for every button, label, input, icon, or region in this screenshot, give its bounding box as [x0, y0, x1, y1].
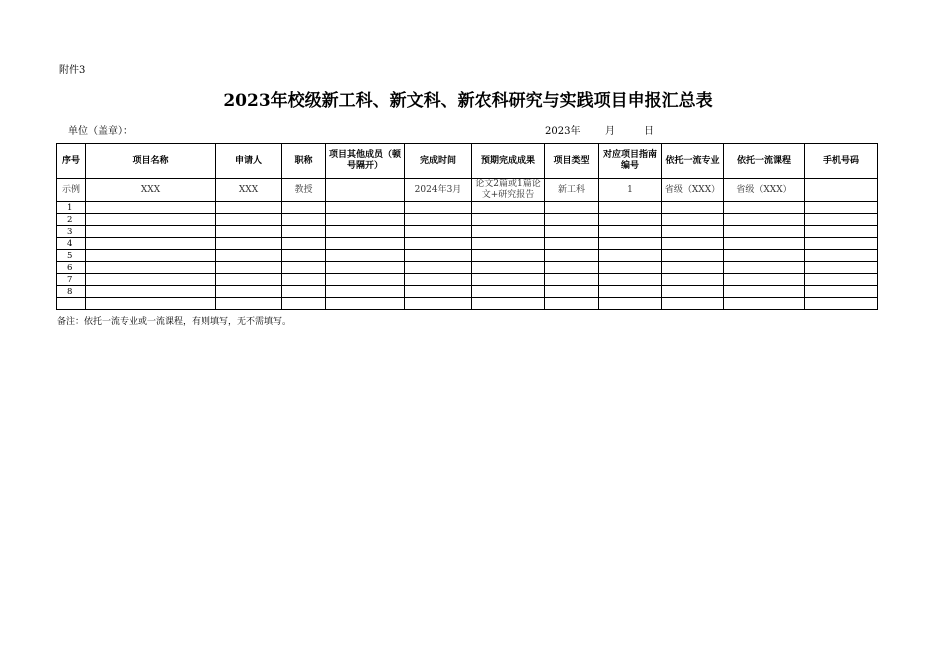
table-cell	[724, 298, 805, 310]
table-cell	[282, 214, 326, 226]
table-cell	[282, 298, 326, 310]
table-row	[57, 286, 878, 298]
table-cell	[724, 250, 805, 262]
table-cell	[599, 274, 662, 286]
table-cell	[662, 202, 724, 214]
header-cell: 职称	[282, 144, 326, 179]
header-cell: 完成时间	[405, 144, 472, 179]
header-cell: 依托一流课程	[724, 144, 805, 179]
table-cell	[216, 226, 282, 238]
table-cell	[472, 214, 545, 226]
table-cell	[805, 274, 878, 286]
table-cell	[724, 214, 805, 226]
table-cell	[472, 202, 545, 214]
date-day: 日	[644, 126, 654, 137]
table-cell	[326, 202, 405, 214]
header-cell: 手机号码	[805, 144, 878, 179]
table-cell: 论文2篇或1篇论文+研究报告	[472, 179, 545, 202]
table-cell	[545, 226, 599, 238]
table-cell	[545, 202, 599, 214]
row-number-cell	[57, 298, 86, 310]
table-cell	[216, 214, 282, 226]
table-cell	[472, 226, 545, 238]
header-row	[57, 144, 878, 179]
table-cell: XXX	[86, 179, 216, 202]
table-cell	[326, 274, 405, 286]
unit-seal-label: 单位（盖章）：	[68, 126, 133, 137]
table-row	[57, 250, 878, 262]
table-cell	[405, 238, 472, 250]
table-cell: XXX	[216, 179, 282, 202]
table-cell	[662, 238, 724, 250]
table-cell: 新工科	[545, 179, 599, 202]
table-cell	[662, 214, 724, 226]
table-cell	[805, 202, 878, 214]
table-cell	[326, 214, 405, 226]
table-cell	[326, 298, 405, 310]
table-cell	[599, 262, 662, 274]
table-row	[57, 226, 878, 238]
table-cell	[405, 214, 472, 226]
table-cell	[599, 214, 662, 226]
table-cell	[326, 262, 405, 274]
table-cell	[86, 274, 216, 286]
table-cell	[545, 286, 599, 298]
table-cell	[216, 262, 282, 274]
table-cell	[86, 202, 216, 214]
table-cell	[216, 250, 282, 262]
page-title: 2023年校级新工科、新文科、新农科研究与实践项目申报汇总表	[223, 91, 713, 111]
table-cell	[805, 262, 878, 274]
header-cell: 预期完成成果	[472, 144, 545, 179]
table-cell	[724, 286, 805, 298]
table-cell	[545, 214, 599, 226]
table-cell	[805, 298, 878, 310]
table-cell	[326, 179, 405, 202]
table-cell	[326, 238, 405, 250]
table-cell	[662, 262, 724, 274]
header-cell: 项目其他成员（顿号隔开）	[326, 144, 405, 179]
table-cell	[216, 238, 282, 250]
header-cell: 项目类型	[545, 144, 599, 179]
table-cell	[326, 250, 405, 262]
table-cell	[326, 286, 405, 298]
table-cell	[86, 226, 216, 238]
table-cell	[472, 286, 545, 298]
table-cell	[805, 250, 878, 262]
table-cell	[405, 298, 472, 310]
table-cell	[405, 226, 472, 238]
table-cell	[724, 202, 805, 214]
table-cell	[405, 274, 472, 286]
table-cell	[599, 238, 662, 250]
table-cell	[472, 274, 545, 286]
table-cell	[472, 238, 545, 250]
table-row	[57, 274, 878, 286]
annex-label: 附件3	[59, 65, 86, 76]
table-cell	[282, 262, 326, 274]
table-cell	[545, 298, 599, 310]
row-number-cell: 3	[57, 226, 86, 238]
table-cell	[405, 286, 472, 298]
table-cell	[216, 202, 282, 214]
table-cell	[472, 262, 545, 274]
table-cell	[282, 238, 326, 250]
table-row	[57, 214, 878, 226]
table-cell: 省级（XXX）	[724, 179, 805, 202]
table-cell	[545, 262, 599, 274]
table-cell	[805, 226, 878, 238]
table-cell	[282, 286, 326, 298]
table-cell	[724, 238, 805, 250]
table-cell: 示例	[57, 179, 86, 202]
table-cell	[724, 274, 805, 286]
row-number-cell: 1	[57, 202, 86, 214]
header-cell: 对应项目指南编号	[599, 144, 662, 179]
table-cell	[216, 274, 282, 286]
table-cell	[805, 214, 878, 226]
table-row	[57, 262, 878, 274]
row-number-cell: 6	[57, 262, 86, 274]
header-cell: 项目名称	[86, 144, 216, 179]
table-cell	[662, 298, 724, 310]
table-cell: 1	[599, 179, 662, 202]
table-cell	[472, 298, 545, 310]
row-number-cell: 7	[57, 274, 86, 286]
table-cell: 教授	[282, 179, 326, 202]
row-number-cell: 2	[57, 214, 86, 226]
table-cell	[282, 226, 326, 238]
table-cell	[662, 226, 724, 238]
table-cell	[86, 298, 216, 310]
table-cell	[599, 226, 662, 238]
table-cell	[805, 238, 878, 250]
table-cell	[599, 298, 662, 310]
table-cell	[405, 250, 472, 262]
table-cell	[326, 226, 405, 238]
date-month: 月	[605, 126, 615, 137]
header-cell: 序号	[57, 144, 86, 179]
footnote: 备注：依托一流专业或一流课程，有则填写，无不需填写。	[57, 317, 292, 327]
date-year: 2023年	[545, 126, 581, 137]
table-cell	[86, 262, 216, 274]
table-cell: 省级（XXX）	[662, 179, 724, 202]
row-number-cell: 4	[57, 238, 86, 250]
table-row	[57, 202, 878, 214]
table-cell	[545, 274, 599, 286]
table-cell	[545, 250, 599, 262]
table-cell	[282, 250, 326, 262]
table-cell	[805, 179, 878, 202]
table-cell	[282, 202, 326, 214]
table-cell	[405, 262, 472, 274]
table-row	[57, 238, 878, 250]
table-cell	[405, 202, 472, 214]
table-cell	[599, 202, 662, 214]
table-cell	[599, 286, 662, 298]
row-number-cell: 5	[57, 250, 86, 262]
table-cell	[662, 286, 724, 298]
table-cell	[599, 250, 662, 262]
table-cell	[472, 250, 545, 262]
table-row	[57, 298, 878, 310]
table-cell	[216, 298, 282, 310]
table-cell: 2024年3月	[405, 179, 472, 202]
table-cell	[86, 238, 216, 250]
row-number-cell: 8	[57, 286, 86, 298]
table-cell	[545, 238, 599, 250]
table-cell	[86, 214, 216, 226]
table-cell	[216, 286, 282, 298]
example-row	[57, 179, 878, 202]
table-cell	[282, 274, 326, 286]
table-cell	[86, 250, 216, 262]
table-cell	[724, 262, 805, 274]
header-cell: 申请人	[216, 144, 282, 179]
header-cell: 依托一流专业	[662, 144, 724, 179]
table-cell	[86, 286, 216, 298]
table-cell	[805, 286, 878, 298]
table-cell	[724, 226, 805, 238]
table-cell	[662, 274, 724, 286]
table-cell	[662, 250, 724, 262]
summary-table	[56, 143, 878, 310]
